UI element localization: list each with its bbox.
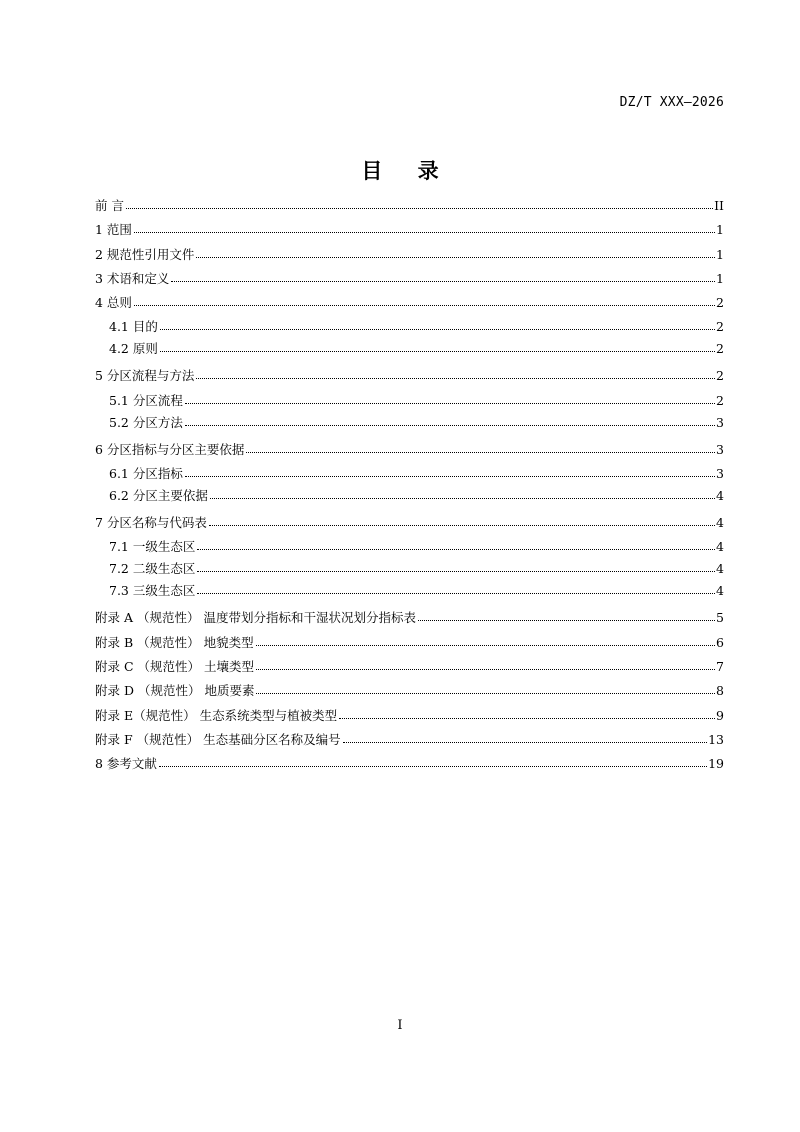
- toc-entry-page: 2: [716, 319, 724, 335]
- toc-dot-leader: [246, 441, 715, 454]
- toc-entry-page: 4: [716, 488, 724, 504]
- toc-entry-page: 4: [716, 561, 724, 577]
- table-of-contents: [95, 196, 724, 778]
- toc-entry[interactable]: [95, 537, 724, 559]
- toc-dot-leader: [185, 392, 715, 405]
- toc-entry[interactable]: [95, 706, 724, 730]
- toc-entry-label: 附录 C （规范性） 土壤类型: [95, 658, 254, 674]
- toc-entry[interactable]: [95, 513, 724, 537]
- toc-entry-page: 3: [716, 466, 724, 482]
- toc-entry-page: 2: [716, 341, 724, 357]
- toc-entry-page: 13: [708, 731, 724, 747]
- toc-entry[interactable]: [95, 486, 724, 508]
- toc-entry[interactable]: [95, 633, 724, 657]
- toc-dot-leader: [134, 222, 715, 235]
- toc-dot-leader: [339, 707, 715, 720]
- toc-dot-leader: [160, 319, 715, 332]
- toc-entry[interactable]: [95, 464, 724, 486]
- toc-dot-leader: [126, 198, 713, 211]
- toc-entry[interactable]: [95, 440, 724, 464]
- toc-dot-leader: [256, 658, 715, 671]
- toc-entry-label: 2 规范性引用文件: [95, 246, 195, 262]
- toc-entry-page: 1: [716, 246, 724, 262]
- page-number: I: [397, 1018, 403, 1033]
- toc-entry-label: 附录 E（规范性） 生态系统类型与植被类型: [95, 707, 338, 723]
- toc-dot-leader: [185, 414, 715, 427]
- toc-entry-page: 4: [716, 515, 724, 531]
- toc-entry[interactable]: [95, 220, 724, 244]
- toc-entry[interactable]: [95, 293, 724, 317]
- toc-entry-label: 4.1 目的: [109, 319, 158, 335]
- toc-entry-label: 5.2 分区方法: [109, 414, 183, 430]
- toc-dot-leader: [209, 515, 715, 528]
- toc-entry-page: 9: [716, 707, 724, 723]
- toc-dot-leader: [196, 246, 715, 259]
- toc-entry[interactable]: [95, 269, 724, 293]
- toc-dot-leader: [160, 341, 715, 354]
- toc-entry-label: 7.1 一级生态区: [109, 539, 196, 555]
- toc-entry-label: 7.3 三级生态区: [109, 583, 196, 599]
- toc-entry[interactable]: [95, 245, 724, 269]
- toc-entry-page: 2: [716, 368, 724, 384]
- toc-dot-leader: [256, 683, 715, 696]
- toc-entry[interactable]: [95, 391, 724, 413]
- toc-entry[interactable]: [95, 339, 724, 361]
- toc-entry[interactable]: [95, 581, 724, 603]
- document-code: DZ/T XXX—2026: [619, 95, 724, 110]
- toc-entry-page: II: [714, 198, 724, 213]
- toc-dot-leader: [134, 295, 715, 308]
- toc-entry-label: 4.2 原则: [109, 341, 158, 357]
- toc-entry-label: 6 分区指标与分区主要依据: [95, 441, 245, 457]
- toc-entry-page: 4: [716, 539, 724, 555]
- toc-entry-page: 2: [716, 392, 724, 408]
- toc-entry-page: 5: [716, 610, 724, 626]
- toc-dot-leader: [196, 368, 715, 381]
- toc-dot-leader: [185, 466, 715, 479]
- toc-entry-label: 附录 B （规范性） 地貌类型: [95, 634, 254, 650]
- toc-dot-leader: [197, 583, 715, 596]
- toc-entry-label: 5 分区流程与方法: [95, 368, 195, 384]
- toc-entry[interactable]: [95, 413, 724, 435]
- toc-entry-label: 4 总则: [95, 295, 132, 311]
- toc-entry[interactable]: [95, 657, 724, 681]
- toc-dot-leader: [418, 610, 715, 623]
- toc-entry-page: 7: [716, 658, 724, 674]
- toc-entry-page: 8: [716, 683, 724, 699]
- toc-entry-label: 附录 D （规范性） 地质要素: [95, 683, 255, 699]
- toc-entry[interactable]: [95, 730, 724, 754]
- toc-dot-leader: [210, 488, 715, 501]
- toc-entry-label: 6.1 分区指标: [109, 466, 183, 482]
- toc-entry-label: 3 术语和定义: [95, 270, 170, 286]
- toc-entry-label: 8 参考文献: [95, 756, 157, 772]
- toc-entry-label: 7 分区名称与代码表: [95, 515, 207, 531]
- toc-entry-label: 6.2 分区主要依据: [109, 488, 208, 504]
- toc-entry-label: 附录 F （规范性） 生态基础分区名称及编号: [95, 731, 341, 747]
- toc-entry-label: 附录 A （规范性） 温度带划分指标和干湿状况划分指标表: [95, 610, 416, 626]
- toc-dot-leader: [256, 634, 715, 647]
- page-title: 目 录: [361, 159, 453, 183]
- toc-dot-leader: [159, 756, 707, 769]
- toc-entry[interactable]: [95, 317, 724, 339]
- toc-entry-page: 4: [716, 583, 724, 599]
- toc-dot-leader: [197, 561, 715, 574]
- toc-entry-label: 7.2 二级生态区: [109, 561, 196, 577]
- toc-entry[interactable]: [95, 366, 724, 390]
- toc-entry-page: 19: [708, 756, 724, 772]
- toc-entry-label: 前 言: [95, 198, 124, 213]
- toc-entry[interactable]: [95, 196, 724, 220]
- toc-entry-label: 1 范围: [95, 222, 132, 238]
- toc-entry-page: 6: [716, 634, 724, 650]
- toc-entry[interactable]: [95, 681, 724, 705]
- toc-dot-leader: [171, 270, 715, 283]
- toc-entry-page: 3: [716, 441, 724, 457]
- toc-entry-page: 1: [716, 222, 724, 238]
- toc-entry-label: 5.1 分区流程: [109, 392, 183, 408]
- toc-entry[interactable]: [95, 754, 724, 778]
- toc-dot-leader: [343, 731, 707, 744]
- toc-entry[interactable]: [95, 559, 724, 581]
- toc-entry-page: 3: [716, 414, 724, 430]
- toc-entry-page: 1: [716, 270, 724, 286]
- toc-entry[interactable]: [95, 608, 724, 632]
- toc-entry-page: 2: [716, 295, 724, 311]
- toc-dot-leader: [197, 539, 715, 552]
